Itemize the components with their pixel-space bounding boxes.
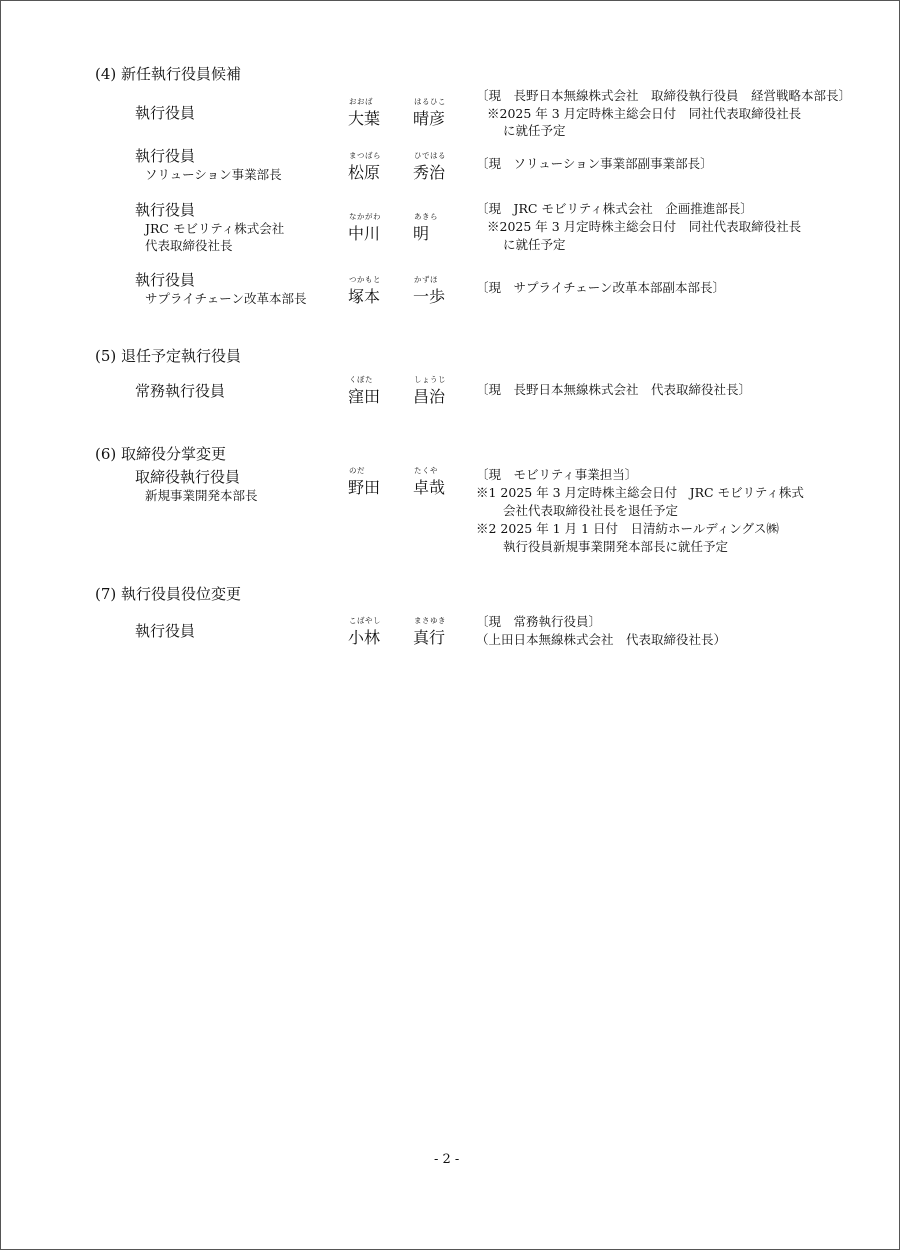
given-name-ruby: まさゆき xyxy=(414,616,446,625)
note-line: ※1 2025 年 3 月定時株主総会日付 JRC モビリティ株式 xyxy=(476,485,804,500)
note-line: 〔現 常務執行役員〕 xyxy=(476,614,602,629)
position-title: 常務執行役員 xyxy=(135,382,226,400)
position-subtitle: 新規事業開発本部長 xyxy=(145,488,258,503)
surname-ruby: なかがわ xyxy=(349,212,381,221)
note-line: 〔現 長野日本無線株式会社 代表取締役社長〕 xyxy=(476,382,752,397)
position-title: 執行役員 xyxy=(135,104,196,122)
section-heading-6: (6) 取締役分掌変更 xyxy=(95,445,227,463)
note-line: （上田日本無線株式会社 代表取締役社長） xyxy=(476,632,727,647)
surname: 松原 xyxy=(348,163,381,182)
position-subtitle: サプライチェーン改革本部長 xyxy=(145,291,307,306)
given-name: 晴彦 xyxy=(413,109,446,128)
note-line: 会社代表取締役社長を退任予定 xyxy=(503,503,679,518)
note-line: ※2 2025 年 1 月 1 日付 日清紡ホールディングス㈱ xyxy=(476,521,779,536)
note-line: に就任予定 xyxy=(503,237,566,252)
given-name: 秀治 xyxy=(413,163,446,182)
surname-ruby: くぼた xyxy=(349,375,373,384)
note-line: に就任予定 xyxy=(503,123,566,138)
given-name-ruby: ひではる xyxy=(414,151,446,160)
given-name-ruby: あきら xyxy=(414,212,438,221)
note-line: 執行役員新規事業開発本部長に就任予定 xyxy=(503,539,729,554)
note-line: 〔現 JRC モビリティ株式会社 企画推進部長〕 xyxy=(476,201,753,216)
section-heading-7: (7) 執行役員役位変更 xyxy=(95,585,242,603)
note-line: 〔現 サプライチェーン改革本部副本部長〕 xyxy=(476,280,726,295)
surname: 窪田 xyxy=(348,387,381,406)
section-heading-4: (4) 新任執行役員候補 xyxy=(95,65,242,83)
surname-ruby: まつばら xyxy=(349,151,381,160)
surname-ruby: つかもと xyxy=(349,275,381,284)
surname: 中川 xyxy=(348,224,381,243)
surname-ruby: こばやし xyxy=(349,616,381,625)
surname: 野田 xyxy=(348,478,381,497)
surname: 小林 xyxy=(348,628,381,647)
given-name: 昌治 xyxy=(413,387,446,406)
position-title: 執行役員 xyxy=(135,147,196,165)
surname-ruby: おおば xyxy=(349,97,373,106)
position-title: 執行役員 xyxy=(135,271,196,289)
note-line: ※2025 年 3 月定時株主総会日付 同社代表取締役社長 xyxy=(487,219,802,234)
surname-ruby: のだ xyxy=(349,466,365,475)
given-name-ruby: かずほ xyxy=(414,275,438,284)
position-title: 執行役員 xyxy=(135,622,196,640)
given-name: 卓哉 xyxy=(413,478,446,497)
note-line: ※2025 年 3 月定時株主総会日付 同社代表取締役社長 xyxy=(487,106,802,121)
surname: 塚本 xyxy=(348,287,381,306)
given-name-ruby: しょうじ xyxy=(414,375,446,384)
note-line: 〔現 ソリューション事業部副事業部長〕 xyxy=(476,156,713,171)
position-subtitle: ソリューション事業部長 xyxy=(145,167,282,182)
given-name-ruby: たくや xyxy=(414,466,438,475)
note-line: 〔現 長野日本無線株式会社 取締役執行役員 経営戦略本部長〕 xyxy=(476,88,852,103)
given-name: 真行 xyxy=(413,628,446,647)
position-subtitle: JRC モビリティ株式会社 xyxy=(145,221,285,236)
given-name-ruby: はるひこ xyxy=(414,97,446,106)
surname: 大葉 xyxy=(348,109,381,128)
given-name: 明 xyxy=(413,224,430,243)
note-line: 〔現 モビリティ事業担当〕 xyxy=(476,467,638,482)
given-name: 一歩 xyxy=(413,287,446,306)
position-title: 執行役員 xyxy=(135,201,196,219)
page-number: - 2 - xyxy=(434,1152,460,1167)
section-heading-5: (5) 退任予定執行役員 xyxy=(95,347,242,365)
position-title: 取締役執行役員 xyxy=(135,468,241,486)
position-subtitle: 代表取締役社長 xyxy=(145,238,233,253)
